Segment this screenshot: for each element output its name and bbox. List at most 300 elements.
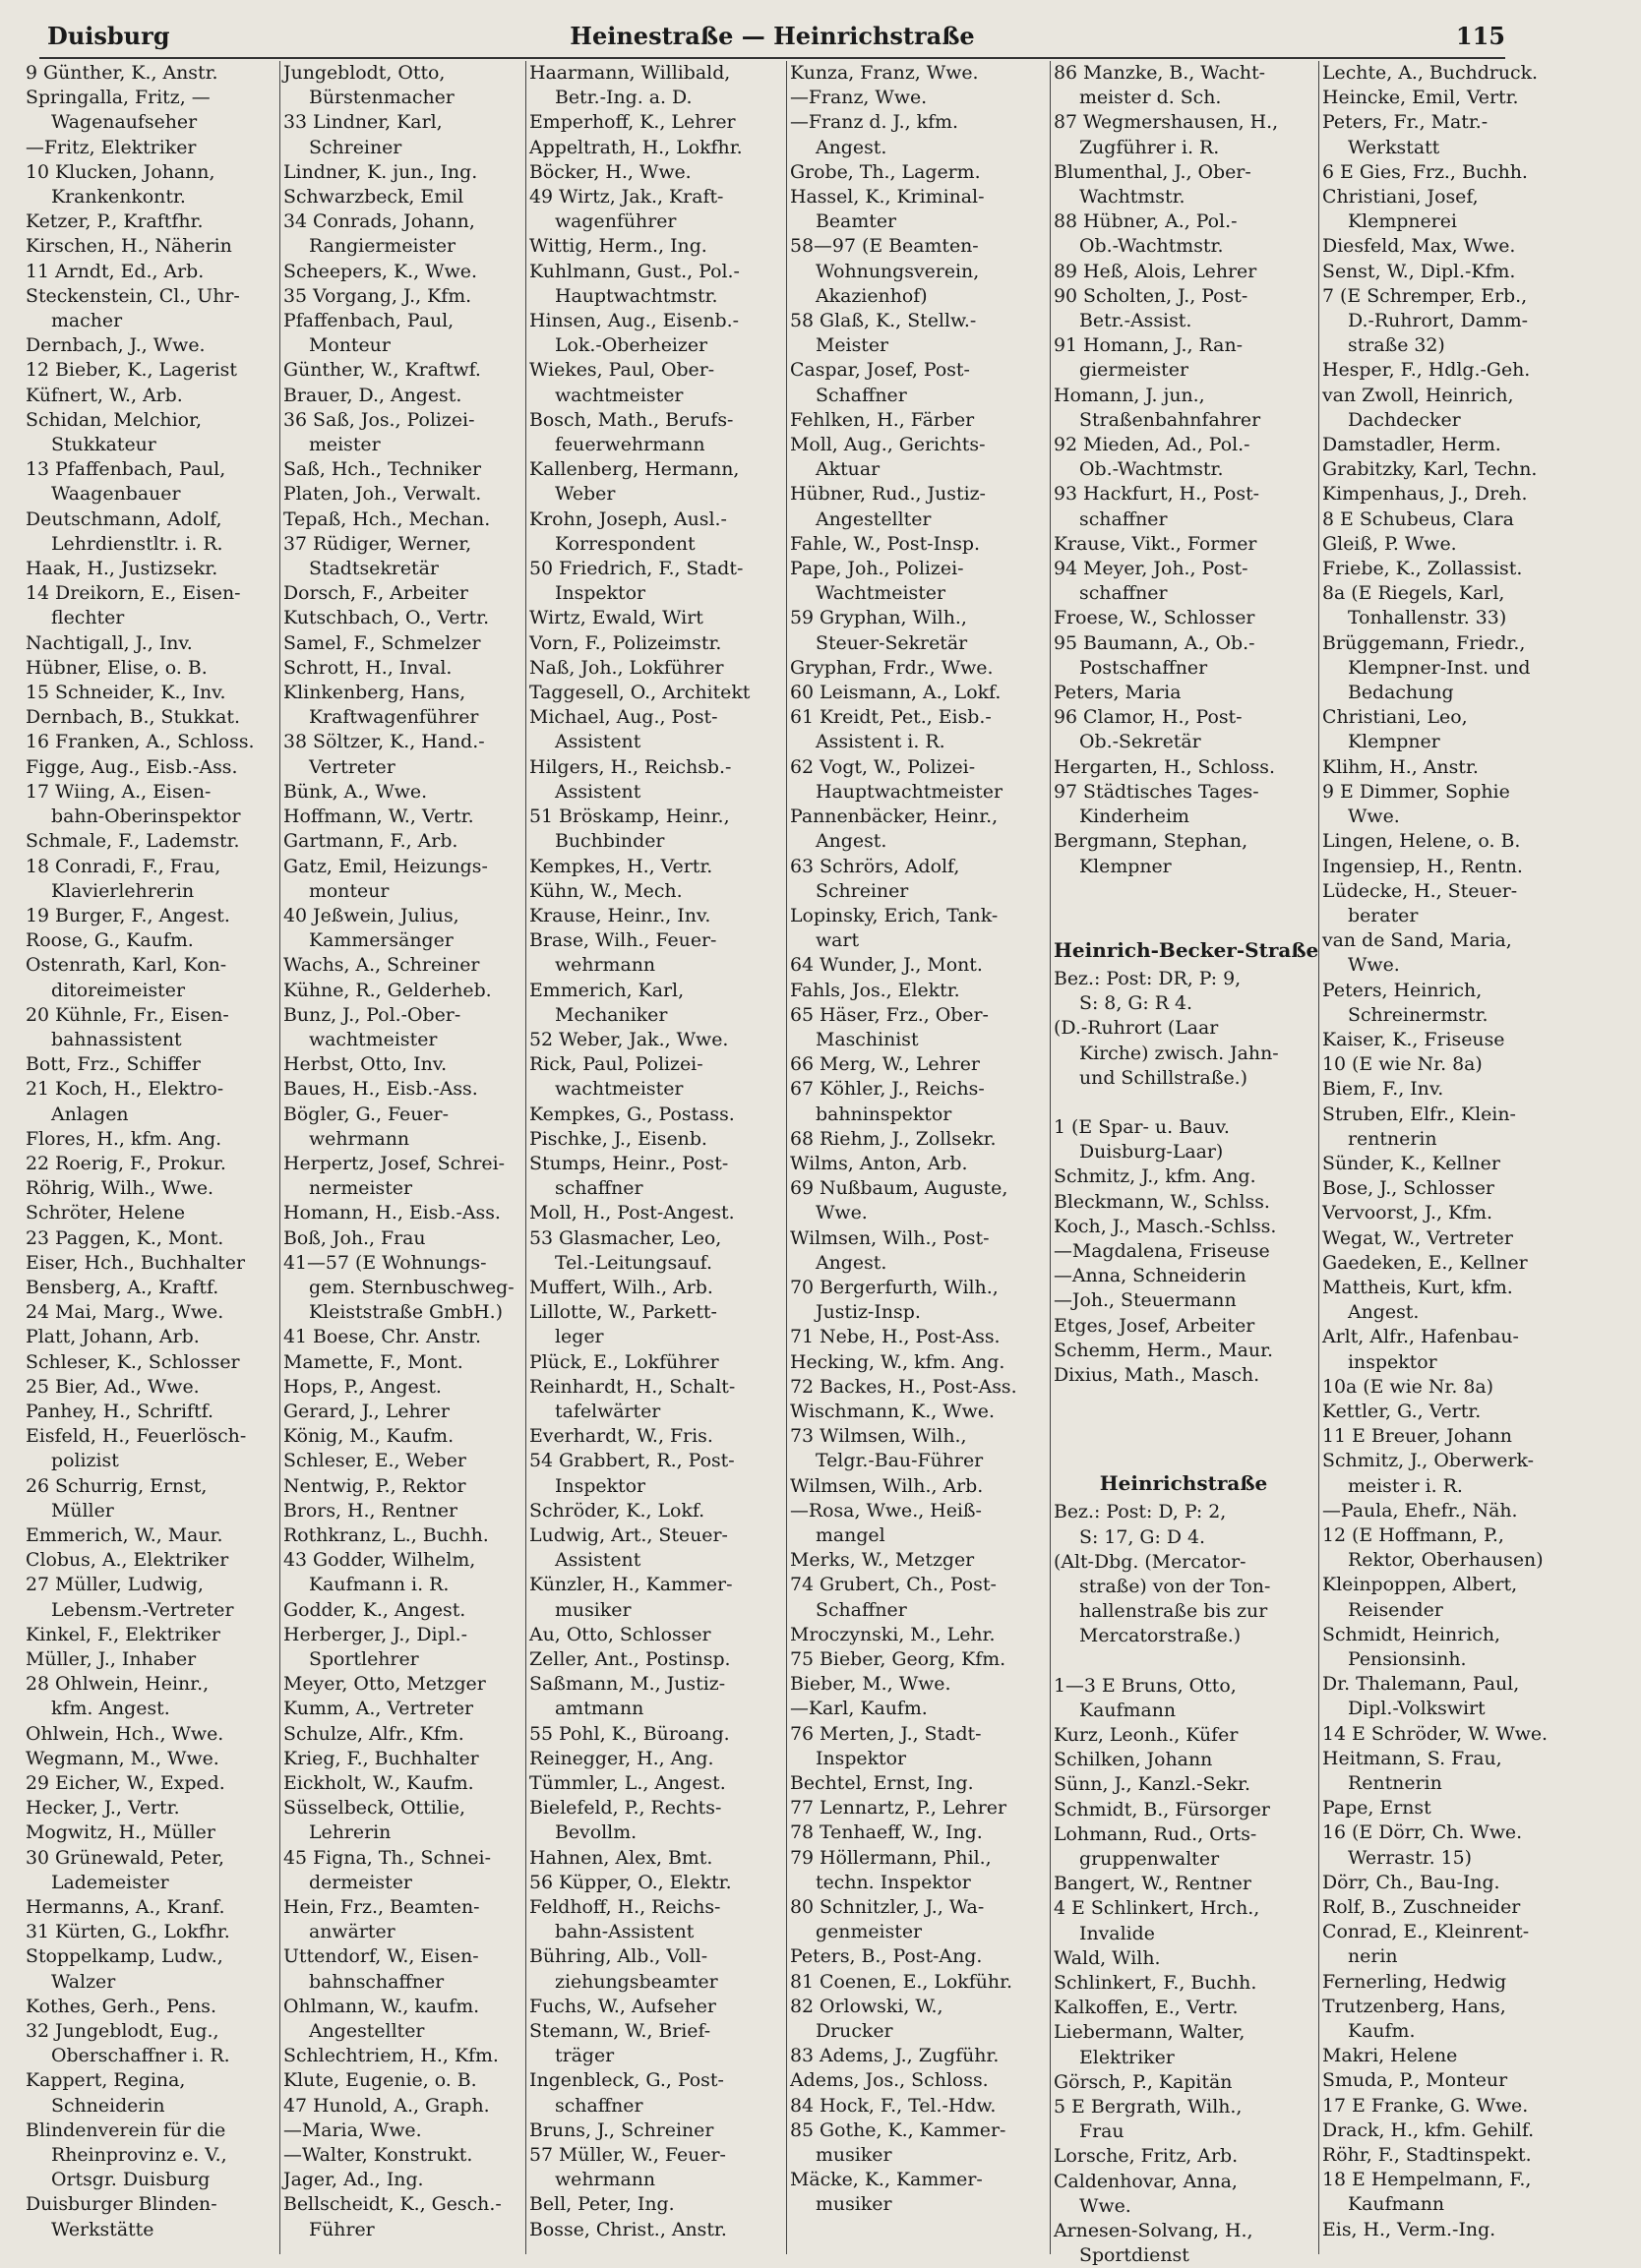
directory-entry: 77 Lennartz, P., Lehrer [790, 1797, 1006, 1820]
directory-entry: 52 Weber, Jak., Wwe. [529, 1028, 729, 1050]
entry-continuation: macher [51, 310, 123, 332]
directory-entry: Michael, Aug., Post- [529, 706, 718, 729]
directory-entry: 60 Leismann, A., Lokf. [790, 682, 1002, 704]
directory-entry: Schmidt, Heinrich, [1322, 1623, 1501, 1645]
entry-continuation: wehrmann [309, 1127, 410, 1150]
directory-entry: 37 Rüdiger, Werner, [283, 532, 472, 555]
entry-continuation: dermeister [309, 1871, 412, 1893]
page-number: 115 [1455, 22, 1505, 50]
entry-continuation: Kaufmann [1348, 2193, 1445, 2216]
entry-continuation: Inspektor [555, 1474, 646, 1497]
directory-entry: 32 Jungeblodt, Eug., [26, 2020, 219, 2043]
directory-entry: 18 Conradi, F., Frau, [26, 855, 221, 877]
entry-continuation: Steuer-Sekretär [816, 631, 968, 654]
spacer [1054, 879, 1313, 904]
entry-continuation: wehrmann [555, 954, 656, 977]
entry-continuation: bahnassistent [51, 1028, 182, 1050]
directory-entry: Schulze, Alfr., Kfm. [283, 1722, 464, 1745]
directory-entry: Schrott, H., Inval. [283, 656, 453, 679]
directory-entry: Emmerich, W., Maur. [26, 1523, 223, 1546]
directory-entry: Tepaß, Hch., Mechan. [283, 507, 491, 530]
spacer [1054, 1649, 1313, 1674]
directory-entry: Au, Otto, Schlosser [529, 1623, 711, 1645]
directory-entry: Hinsen, Aug., Eisenb.- [529, 310, 739, 332]
entry-continuation: Lehrdienstltr. i. R. [51, 532, 223, 555]
directory-entry: Heitmann, S. Frau, [1322, 1747, 1502, 1769]
directory-entry: Arlt, Alfr., Hafenbau- [1322, 1326, 1519, 1348]
directory-entry: Kempkes, H., Vertr. [529, 855, 713, 877]
directory-entry: 16 (E Dörr, Ch. Wwe. [1322, 1821, 1523, 1844]
directory-entry: —Rosa, Wwe., Heiß- [790, 1499, 982, 1522]
directory-entry: Bunz, J., Pol.-Ober- [283, 1003, 461, 1026]
directory-entry: 13 Pfaffenbach, Paul, [26, 458, 226, 481]
directory-entry: 23 Paggen, K., Mont. [26, 1226, 224, 1249]
directory-entry: Reinhardt, H., Schalt- [529, 1375, 736, 1398]
directory-entry: Conrad, E., Kleinrent- [1322, 1921, 1530, 1943]
directory-entry: 8 E Schubeus, Clara [1322, 507, 1514, 530]
directory-entry: Biem, F., Inv. [1322, 1078, 1444, 1101]
entry-continuation: S: 8, G: R 4. [1079, 992, 1193, 1015]
spacer [1054, 1091, 1313, 1115]
directory-entry: Rolf, B., Zuschneider [1322, 1896, 1521, 1919]
directory-entry: 80 Schnitzler, J., Wa- [790, 1896, 985, 1919]
directory-entry: Trutzenberg, Hans, [1322, 1995, 1506, 2017]
directory-entry: Gryphan, Frdr., Wwe. [790, 656, 994, 679]
column-1 [26, 61, 285, 2254]
entry-continuation: Aktuar [816, 458, 881, 481]
entry-continuation: Monteur [309, 334, 391, 357]
entry-continuation: Ob.-Wachtmstr. [1079, 235, 1224, 258]
directory-entry: 26 Schurrig, Ernst, [26, 1474, 208, 1497]
entry-continuation: Schneiderin [51, 2094, 165, 2117]
directory-entry: 19 Burger, F., Angest. [26, 904, 230, 926]
entry-continuation: Reisender [1348, 1598, 1443, 1621]
directory-entry: Christiani, Josef, [1322, 186, 1479, 209]
directory-entry: Fahle, W., Post-Insp. [790, 532, 981, 555]
entry-continuation: bahninspektor [816, 1103, 952, 1125]
directory-entry: Dorsch, F., Arbeiter [283, 582, 468, 605]
directory-entry: 38 Söltzer, K., Hand.- [283, 731, 485, 753]
directory-entry: Kühn, W., Mech. [529, 879, 683, 902]
entry-continuation: Akazienhof) [816, 284, 928, 307]
entry-continuation: Hauptwachtmstr. [555, 284, 718, 307]
directory-entry: —Karl, Kaufm. [790, 1698, 928, 1720]
directory-entry: Kalkoffen, E., Vertr. [1054, 1997, 1239, 2019]
directory-entry: Kühne, R., Gelderheb. [283, 979, 492, 1001]
directory-entry: Hoffmann, W., Vertr. [283, 806, 474, 828]
directory-entry: 7 (E Schremper, Erb., [1322, 284, 1528, 307]
directory-entry: 76 Merten, J., Stadt- [790, 1722, 982, 1745]
entry-continuation: Lebensm.-Vertreter [51, 1598, 234, 1621]
entry-continuation: schaffner [1079, 582, 1168, 605]
directory-entry: Jungeblodt, Otto, [283, 62, 446, 84]
entry-continuation: hallenstraße bis zur [1079, 1600, 1268, 1623]
directory-entry: Lohmann, Rud., Orts- [1054, 1822, 1257, 1845]
directory-entry: Hassel, K., Kriminal- [790, 186, 985, 209]
entry-continuation: kfm. Angest. [51, 1698, 170, 1720]
directory-entry: 11 E Breuer, Johann [1322, 1425, 1512, 1448]
directory-entry: Fehlken, H., Färber [790, 408, 975, 431]
entry-continuation: bahn-Oberinspektor [51, 806, 241, 828]
entry-continuation: Stadtsekretär [309, 558, 439, 580]
directory-entry: 87 Wegmershausen, H., [1054, 111, 1279, 134]
entry-continuation: Schreiner [816, 879, 909, 902]
directory-entry: Mäcke, K., Kammer- [790, 2169, 983, 2191]
directory-entry: 71 Nebe, H., Post-Ass. [790, 1326, 1001, 1348]
entry-continuation: Angestellter [816, 507, 932, 530]
directory-entry: Samel, F., Schmelzer [283, 631, 481, 654]
entry-continuation: musiker [816, 2144, 892, 2167]
directory-entry: 28 Ohlwein, Heinr., [26, 1673, 210, 1696]
street-heading: Heinrichstraße [1099, 1471, 1268, 1496]
entry-continuation: Kraftwagenführer [309, 706, 479, 729]
entry-continuation: Kleiststraße GmbH.) [309, 1301, 503, 1324]
directory-entry: Gleiß, P. Wwe. [1322, 532, 1457, 555]
directory-entry: 45 Figna, Th., Schnei- [283, 1846, 491, 1869]
directory-entry: Smuda, P., Monteur [1322, 2069, 1508, 2092]
directory-entry: 43 Godder, Wilhelm, [283, 1549, 476, 1572]
directory-entry: Lüdecke, H., Steuer- [1322, 879, 1518, 902]
entry-continuation: schaffner [555, 2094, 643, 2117]
directory-entry: Bosch, Math., Berufs- [529, 408, 734, 431]
directory-entry: 18 E Hempelmann, F., [1322, 2169, 1532, 2191]
directory-entry: Schmidt, B., Fürsorger [1054, 1798, 1270, 1820]
entry-continuation: Lademeister [51, 1871, 169, 1893]
entry-continuation: Angestellter [309, 2020, 425, 2043]
directory-entry: Mattheis, Kurt, kfm. [1322, 1276, 1513, 1298]
directory-entry: Adems, Jos., Schloss. [790, 2069, 989, 2092]
directory-entry: 58 Glaß, K., Stellw.- [790, 310, 977, 332]
directory-entry: Sünder, K., Kellner [1322, 1152, 1500, 1174]
directory-entry: —Franz d. J., kfm. [790, 111, 958, 134]
entry-continuation: Wachtmstr. [1079, 186, 1185, 209]
directory-entry: Brauer, D., Angest. [283, 384, 462, 406]
entry-continuation: inspektor [1348, 1350, 1437, 1373]
directory-entry: Görsch, P., Kapitän [1054, 2070, 1233, 2093]
entry-continuation: wachtmeister [309, 1028, 438, 1050]
spacer [1054, 1412, 1313, 1437]
directory-entry: Ludwig, Art., Steuer- [529, 1523, 728, 1546]
directory-entry: Hilgers, H., Reichsb.- [529, 755, 732, 778]
entry-continuation: Korrespondent [555, 532, 696, 555]
entry-continuation: Klempner-Inst. und [1348, 656, 1531, 679]
entry-continuation: wart [816, 929, 860, 952]
entry-continuation: Zugführer i. R. [1079, 136, 1220, 158]
directory-entry: Wirtz, Ewald, Wirt [529, 607, 703, 629]
directory-entry: Pischke, J., Eisenb. [529, 1127, 707, 1150]
directory-entry: Panhey, H., Schriftf. [26, 1400, 213, 1422]
entry-continuation: Postschaffner [1079, 656, 1208, 679]
entry-continuation: Wachtmeister [816, 582, 946, 605]
directory-entry: Ingensiep, H., Rentn. [1322, 855, 1523, 877]
directory-entry: Haak, H., Justizsekr. [26, 558, 218, 580]
directory-entry: 41—57 (E Wohnungs- [283, 1251, 487, 1274]
directory-entry: 12 (E Hoffmann, P., [1322, 1523, 1504, 1546]
directory-entry: Peters, Maria [1054, 682, 1182, 704]
directory-entry: Friebe, K., Zollassist. [1322, 558, 1523, 580]
directory-entry: Bünk, A., Wwe. [283, 780, 428, 803]
directory-entry: Schmale, F., Lademstr. [26, 830, 240, 853]
entry-continuation: Bürstenmacher [309, 87, 455, 109]
entry-continuation: gruppenwalter [1079, 1848, 1220, 1870]
directory-entry: 86 Manzke, B., Wacht- [1054, 62, 1266, 84]
entry-continuation: Angest. [816, 136, 887, 158]
entry-continuation: Lok.-Oberheizer [555, 334, 708, 357]
entry-continuation: Wwe. [1348, 806, 1400, 828]
directory-entry: Küfnert, W., Arb. [26, 384, 183, 406]
directory-entry: Froese, W., Schlosser [1054, 607, 1255, 629]
entry-continuation: Angest. [816, 1251, 887, 1274]
header-streets: Heinestraße — Heinrichstraße [570, 22, 975, 50]
directory-entry: Kimpenhaus, J., Dreh. [1322, 483, 1528, 506]
directory-entry: 4 E Schlinkert, Hrch., [1054, 1897, 1260, 1920]
directory-entry: —Franz, Wwe. [790, 87, 928, 109]
directory-entry: Peters, Heinrich, [1322, 979, 1483, 1001]
entry-continuation: D.-Ruhrort, Damm- [1348, 310, 1529, 332]
directory-entry: 10a (E wie Nr. 8a) [1322, 1375, 1494, 1398]
directory-entry: 1—3 E Bruns, Otto, [1054, 1674, 1237, 1697]
directory-entry: Appeltrath, H., Lokfhr. [529, 136, 743, 158]
entry-continuation: Betr.-Ing. a. D. [555, 87, 693, 109]
directory-entry: 12 Bieber, K., Lagerist [26, 359, 237, 382]
entry-continuation: Stukkateur [51, 434, 156, 456]
directory-entry: 35 Vorgang, J., Kfm. [283, 284, 472, 307]
directory-entry: Pape, Ernst [1322, 1797, 1431, 1820]
directory-entry: Eiser, Hch., Buchhalter [26, 1251, 245, 1274]
directory-entry: Gerard, J., Lehrer [283, 1400, 450, 1422]
directory-entry: Bögler, G., Feuer- [283, 1103, 449, 1125]
directory-entry: Tümmler, L., Angest. [529, 1772, 726, 1795]
entry-continuation: S: 17, G: D 4. [1079, 1525, 1205, 1548]
directory-entry: Koch, J., Masch.-Schlss. [1054, 1215, 1277, 1237]
directory-entry: Figge, Aug., Eisb.-Ass. [26, 755, 238, 778]
directory-entry: Brors, H., Rentner [283, 1499, 458, 1522]
directory-entry: Godder, K., Angest. [283, 1598, 466, 1621]
directory-entry: 54 Grabbert, R., Post- [529, 1450, 735, 1472]
directory-entry: 33 Lindner, Karl, [283, 111, 443, 134]
directory-entry: Schmitz, J., Oberwerk- [1322, 1450, 1534, 1472]
entry-continuation: Klavierlehrerin [51, 879, 195, 902]
directory-entry: Schröder, K., Lokf. [529, 1499, 705, 1522]
directory-entry: Krohn, Joseph, Ausl.- [529, 507, 727, 530]
entry-continuation: meister i. R. [1348, 1474, 1463, 1497]
entry-continuation: Tel.-Leitungsauf. [555, 1251, 712, 1274]
directory-entry: Meyer, Otto, Metzger [283, 1673, 486, 1696]
directory-entry: Gartmann, F., Arb. [283, 830, 458, 853]
directory-entry: Rothkranz, L., Buchh. [283, 1523, 489, 1546]
directory-entry: —Walter, Konstrukt. [283, 2144, 473, 2167]
directory-entry: Emmerich, Karl, [529, 979, 685, 1001]
entry-continuation: Weber [555, 483, 616, 506]
directory-entry: Bühring, Alb., Voll- [529, 1945, 708, 1968]
directory-entry: 10 (E wie Nr. 8a) [1322, 1053, 1483, 1076]
directory-entry: 41 Boese, Chr. Anstr. [283, 1326, 481, 1348]
entry-continuation: Rektor, Oberhausen) [1348, 1549, 1544, 1572]
entry-continuation: Walzer [51, 1970, 116, 1993]
directory-entry: 89 Heß, Alois, Lehrer [1054, 260, 1257, 282]
entry-continuation: Maschinist [816, 1028, 919, 1050]
directory-entry: 90 Scholten, J., Post- [1054, 284, 1248, 307]
directory-entry: Röhr, F., Stadtinspekt. [1322, 2144, 1532, 2167]
entry-continuation: straße 32) [1348, 334, 1445, 357]
directory-entry: 88 Hübner, A., Pol.- [1054, 210, 1238, 233]
entry-continuation: Ob.-Wachtmstr. [1079, 458, 1224, 481]
directory-entry: Hermanns, A., Kranf. [26, 1896, 225, 1919]
directory-entry: 59 Gryphan, Wilh., [790, 607, 967, 629]
directory-entry: 1 (E Spar- u. Bauv. [1054, 1115, 1230, 1138]
directory-entry: Liebermann, Walter, [1054, 2021, 1246, 2044]
column-divider [1318, 61, 1319, 2254]
directory-entry: Fuchs, W., Aufseher [529, 1995, 716, 2017]
entry-continuation: und Schillstraße.) [1079, 1066, 1247, 1089]
directory-entry: —Paula, Ehefr., Näh. [1322, 1499, 1518, 1522]
directory-entry: Kirschen, H., Näherin [26, 235, 232, 258]
directory-entry: Vorn, F., Polizeimstr. [529, 631, 722, 654]
directory-entry: 72 Backes, H., Post-Ass. [790, 1375, 1017, 1398]
page-header [39, 22, 1505, 55]
directory-entry: Flores, H., kfm. Ang. [26, 1127, 222, 1150]
directory-entry: Senst, W., Dipl.-Kfm. [1322, 260, 1516, 282]
entry-continuation: schaffner [555, 1177, 643, 1200]
directory-entry: 65 Häser, Frz., Ober- [790, 1003, 989, 1026]
entry-continuation: Sportdienst [1079, 2244, 1189, 2267]
directory-entry: —Anna, Schneiderin [1054, 1265, 1246, 1287]
entry-continuation: Waagenbauer [51, 483, 181, 506]
directory-entry: Wachs, A., Schreiner [283, 954, 480, 977]
directory-entry: Saßmann, M., Justiz- [529, 1673, 726, 1696]
directory-entry: Pfaffenbach, Paul, [283, 310, 455, 332]
directory-entry: 64 Wunder, J., Mont. [790, 954, 983, 977]
entry-continuation: mangel [816, 1523, 885, 1546]
directory-entry: Steckenstein, Cl., Uhr- [26, 284, 240, 307]
directory-entry: Kettler, G., Vertr. [1322, 1400, 1482, 1422]
directory-entry: 91 Homann, J., Ran- [1054, 334, 1243, 357]
directory-entry: Bruns, J., Schreiner [529, 2119, 714, 2141]
directory-entry: Kaiser, K., Friseuse [1322, 1028, 1505, 1050]
entry-continuation: techn. Inspektor [816, 1871, 971, 1893]
directory-entry: 21 Koch, H., Elektro- [26, 1078, 224, 1101]
directory-entry: 50 Friedrich, F., Stadt- [529, 558, 744, 580]
directory-entry: Peters, B., Post-Ang. [790, 1945, 983, 1968]
directory-entry: 16 Franken, A., Schloss. [26, 731, 255, 753]
directory-entry: Klihm, H., Anstr. [1322, 755, 1479, 778]
directory-entry: (D.-Ruhrort (Laar [1054, 1017, 1219, 1040]
directory-entry: Kappert, Regina, [26, 2069, 186, 2092]
directory-entry: Ketzer, P., Kraftfhr. [26, 210, 204, 233]
entry-continuation: Klempner [1079, 855, 1172, 877]
directory-entry: Hübner, Rud., Justiz- [790, 483, 986, 506]
entry-continuation: Justiz-Insp. [816, 1301, 921, 1324]
directory-entry: Grobe, Th., Lagerm. [790, 160, 981, 183]
directory-entry: 66 Merg, W., Lehrer [790, 1053, 980, 1076]
directory-entry: Klinkenberg, Hans, [283, 682, 466, 704]
entry-continuation: Wwe. [816, 1202, 868, 1224]
directory-entry: 70 Bergerfurth, Wilh., [790, 1276, 999, 1298]
directory-entry: 22 Roerig, F., Prokur. [26, 1152, 226, 1174]
directory-entry: 75 Bieber, Georg, Kfm. [790, 1648, 1006, 1670]
directory-entry: Günther, W., Kraftwf. [283, 359, 481, 382]
entry-continuation: Ob.-Sekretär [1079, 731, 1201, 753]
entry-continuation: Beamter [816, 210, 897, 233]
entry-continuation: nerin [1348, 1945, 1398, 1968]
directory-entry: Bielefeld, P., Rechts- [529, 1797, 722, 1820]
column-3 [529, 61, 789, 2254]
directory-entry: Lillotte, W., Parkett- [529, 1301, 717, 1324]
directory-entry: —Joh., Steuermann [1054, 1289, 1237, 1312]
directory-entry: Ohlwein, Hch., Wwe. [26, 1722, 224, 1745]
entry-continuation: Bedachung [1348, 682, 1454, 704]
entry-continuation: Kammersänger [309, 929, 454, 952]
directory-entry: Lorsche, Fritz, Arb. [1054, 2145, 1239, 2168]
column-divider [1050, 61, 1051, 2254]
entry-continuation: Assistent [555, 1549, 641, 1572]
entry-continuation: wehrmann [555, 2169, 656, 2191]
entry-continuation: Tonhallenstr. 33) [1348, 607, 1507, 629]
directory-entry: Moll, Aug., Gerichts- [790, 434, 986, 456]
directory-entry: Bechtel, Ernst, Ing. [790, 1772, 974, 1795]
directory-entry: Hops, P., Angest. [283, 1375, 442, 1398]
directory-entry: Uttendorf, W., Eisen- [283, 1945, 479, 1968]
directory-entry: —Magdalena, Friseuse [1054, 1239, 1270, 1262]
directory-entry: Fernerling, Hedwig [1322, 1970, 1507, 1993]
directory-entry: Eickholt, W., Kaufm. [283, 1772, 474, 1795]
entry-continuation: bahnschaffner [309, 1970, 445, 1993]
directory-entry: Roose, G., Kaufm. [26, 929, 194, 952]
directory-entry: Schemm, Herm., Maur. [1054, 1339, 1274, 1361]
directory-entry: Hübner, Elise, o. B. [26, 656, 208, 679]
directory-entry: Duisburger Blinden- [26, 2193, 217, 2216]
entry-continuation: Telgr.-Bau-Führer [816, 1450, 984, 1472]
directory-entry: 96 Clamor, H., Post- [1054, 706, 1243, 729]
directory-entry: Bellscheidt, K., Gesch.- [283, 2193, 502, 2216]
entry-continuation: wachtmeister [555, 1078, 684, 1101]
directory-entry: Schröter, Helene [26, 1202, 186, 1224]
directory-entry: Röhrig, Wilh., Wwe. [26, 1177, 214, 1200]
directory-entry: Mroczynski, M., Lehr. [790, 1623, 996, 1645]
column-4 [790, 61, 1050, 2254]
directory-entry: 85 Gothe, K., Kammer- [790, 2119, 1006, 2141]
entry-continuation: leger [555, 1326, 604, 1348]
column-6 [1322, 61, 1617, 2254]
directory-entry: Deutschmann, Adolf, [26, 507, 222, 530]
directory-entry: Kumm, A., Vertreter [283, 1698, 474, 1720]
entry-continuation: Rentnerin [1348, 1772, 1442, 1795]
directory-entry: 17 E Franke, G. Wwe. [1322, 2094, 1529, 2117]
entry-continuation: Kaufmann [1079, 1699, 1177, 1721]
directory-entry: Brüggemann, Friedr., [1322, 631, 1526, 654]
directory-entry: Taggesell, O., Architekt [529, 682, 751, 704]
directory-entry: 78 Tenhaeff, W., Ing. [790, 1821, 983, 1844]
directory-entry: Peters, Fr., Matr.- [1322, 111, 1489, 134]
directory-entry: Nentwig, P., Rektor [283, 1474, 466, 1497]
directory-entry: 34 Conrads, Johann, [283, 210, 475, 233]
directory-entry: 14 E Schröder, W. Wwe. [1322, 1722, 1549, 1745]
column-divider [786, 61, 787, 2254]
directory-entry: Etges, Josef, Arbeiter [1054, 1314, 1255, 1337]
directory-entry: Sünn, J., Kanzl.-Sekr. [1054, 1773, 1251, 1796]
directory-entry: 6 E Gies, Frz., Buchh. [1322, 160, 1528, 183]
directory-entry: Platen, Joh., Verwalt. [283, 483, 482, 506]
directory-entry: Bleckmann, W., Schlss. [1054, 1190, 1270, 1213]
directory-entry: 93 Hackfurt, H., Post- [1054, 483, 1260, 506]
directory-entry: 58—97 (E Beamten- [790, 235, 979, 258]
street-heading: Heinrich-Becker-Straße [1054, 937, 1319, 962]
entry-continuation: gem. Sternbuschweg- [309, 1276, 515, 1298]
entry-continuation: Klempner [1348, 731, 1440, 753]
directory-entry: Pannenbäcker, Heinr., [790, 806, 999, 828]
directory-entry: Blumenthal, J., Ober- [1054, 160, 1251, 183]
directory-entry: 81 Coenen, E., Lokführ. [790, 1970, 1013, 1993]
